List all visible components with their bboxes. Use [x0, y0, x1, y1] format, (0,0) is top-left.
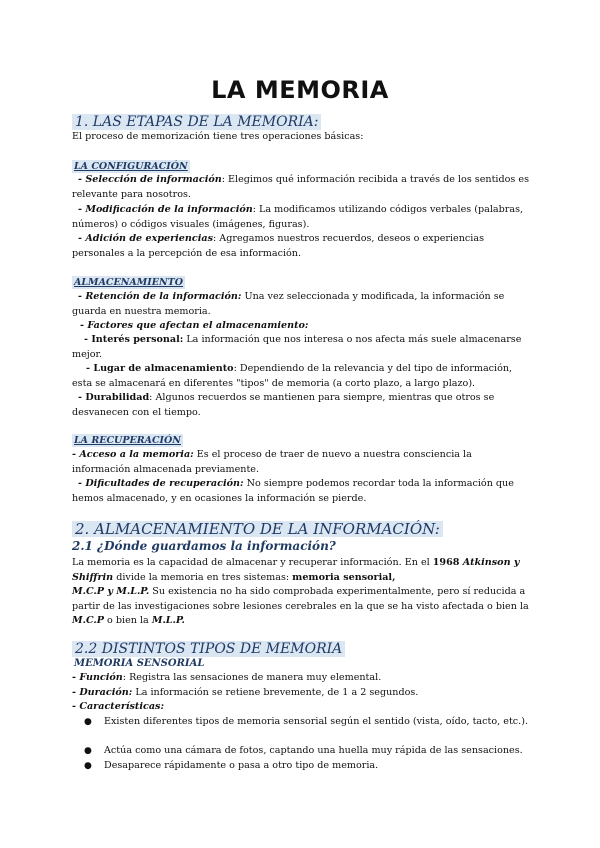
dificultades-text: No siempre podemos recordar toda la información que hemos almacenado, y en ocasiones la información se pierde.	[72, 478, 514, 504]
p1-memoria-sensorial: memoria sensorial,	[292, 571, 396, 583]
section-2-heading: 2. ALMACENAMIENTO DE LA INFORMACIÓN:	[72, 521, 443, 537]
p1-year: 1968	[432, 557, 460, 568]
section-2-1-heading: 2.1 ¿Dónde guardamos la información?	[72, 539, 336, 553]
lugar-text: : Dependiendo de la relevancia y del tipo de información, esta se almacenará en diferentes "tipos" de memoria (a corto plazo, a largo plazo).	[72, 363, 513, 389]
acceso-paragraph	[72, 448, 532, 477]
interes-paragraph	[72, 333, 532, 362]
p2-mid: o bien la	[103, 615, 152, 626]
configuracion-heading: LA CONFIGURACIÓN	[74, 161, 188, 172]
memoria-sensorial-heading: MEMORIA SENSORIAL	[74, 658, 205, 669]
durabilidad-paragraph	[72, 391, 532, 420]
duracion-text: La información se retiene brevemente, de 1 a 2 segundos.	[132, 687, 419, 698]
config-item-seleccion	[72, 173, 532, 202]
adicion-text: : Agregamos nuestros recuerdos, deseos o experiencias personales a la percepción de esa información.	[72, 233, 484, 259]
almacenamiento-heading: ALMACENAMIENTO	[74, 277, 184, 288]
interes-text: La información que nos interesa o nos afecta más suele almacenarse mejor.	[72, 334, 522, 360]
p2-mlp: M.L.P.	[151, 615, 185, 626]
bullet-icon: ●	[84, 761, 92, 771]
factores-paragraph	[72, 319, 532, 334]
duracion-paragraph	[72, 686, 532, 701]
factores-label: - Factores que afectan el almacenamiento:	[80, 320, 309, 331]
dificultades-paragraph	[72, 477, 532, 506]
modificacion-text: : La modificamos utilizando códigos verbales (palabras, números) o códigos visuales (imágenes, figuras).	[72, 204, 524, 230]
retencion-paragraph	[72, 290, 532, 319]
interes-label: - Interés personal:	[84, 334, 184, 345]
recuperacion-heading: LA RECUPERACIÓN	[74, 435, 181, 446]
dificultades-label: - Dificultades de recuperación:	[78, 478, 244, 489]
p2-mcp-mlp: M.C.P y M.L.P.	[72, 586, 150, 597]
config-item-adicion	[72, 232, 532, 261]
bullet-text: Actúa como una cámara de fotos, captando una huella muy rápida de las sensaciones.	[104, 745, 523, 756]
section-2-2-heading: 2.2 DISTINTOS TIPOS DE MEMORIA	[72, 641, 345, 657]
retencion-label: - Retención de la información:	[78, 291, 242, 302]
p1-text-a: La memoria es la capacidad de almacenar y recuperar información. En el	[72, 557, 433, 568]
bullet-icon: ●	[84, 717, 92, 727]
funcion-text: : Registra las sensaciones de manera muy elemental.	[122, 672, 382, 683]
section-2-paragraph-2	[72, 585, 532, 629]
bullet-icon: ●	[84, 746, 92, 756]
section-2-paragraph-1	[72, 556, 532, 585]
p1-text-b: divide la memoria en tres sistemas:	[113, 571, 293, 583]
bullet-text: Desaparece rápidamente o pasa a otro tipo de memoria.	[104, 760, 379, 771]
lugar-label: - Lugar de almacenamiento	[86, 363, 234, 374]
section-1-heading: 1. LAS ETAPAS DE LA MEMORIA:	[72, 114, 321, 130]
adicion-label: - Adición de experiencias	[78, 233, 213, 244]
acceso-text: Es el proceso de traer de nuevo a nuestra consciencia la información almacenada previamente.	[72, 449, 472, 475]
modificacion-label: - Modificación de la información	[78, 204, 253, 215]
caracteristicas-label: - Características:	[72, 701, 164, 712]
page-title: LA MEMORIA	[211, 76, 389, 104]
p2-text: Su existencia no ha sido comprobada experimentalmente, pero sí reducida a partir de las investigaciones sobre lesiones cerebrales en la que se ha visto afectada o bien la	[72, 586, 529, 612]
lugar-paragraph	[72, 362, 532, 391]
config-item-modificacion	[72, 203, 532, 232]
caracteristicas-paragraph	[72, 700, 532, 715]
section-1-intro: El proceso de memorización tiene tres operaciones básicas:	[72, 131, 364, 142]
durabilidad-label: - Durabilidad	[78, 392, 150, 403]
p2-mcp: M.C.P	[72, 615, 104, 626]
bullet-text: Existen diferentes tipos de memoria sensorial según el sentido (vista, oído, tacto, etc.).	[104, 716, 529, 727]
funcion-paragraph	[72, 671, 532, 686]
acceso-label: - Acceso a la memoria:	[72, 449, 194, 460]
funcion-label: - Función	[72, 672, 123, 683]
duracion-label: - Duración:	[72, 687, 133, 698]
seleccion-text: : Elegimos qué información recibida a través de los sentidos es relevante para nosotros.	[72, 174, 529, 200]
retencion-text: Una vez seleccionada y modificada, la información se guarda en nuestra memoria.	[72, 291, 505, 317]
durabilidad-text: : Algunos recuerdos se mantienen para siempre, mientras que otros se desvanecen con el tiempo.	[72, 392, 495, 418]
seleccion-label: - Selección de información	[78, 174, 222, 185]
p1-authors: Atkinson y Shiffrin	[72, 557, 520, 583]
